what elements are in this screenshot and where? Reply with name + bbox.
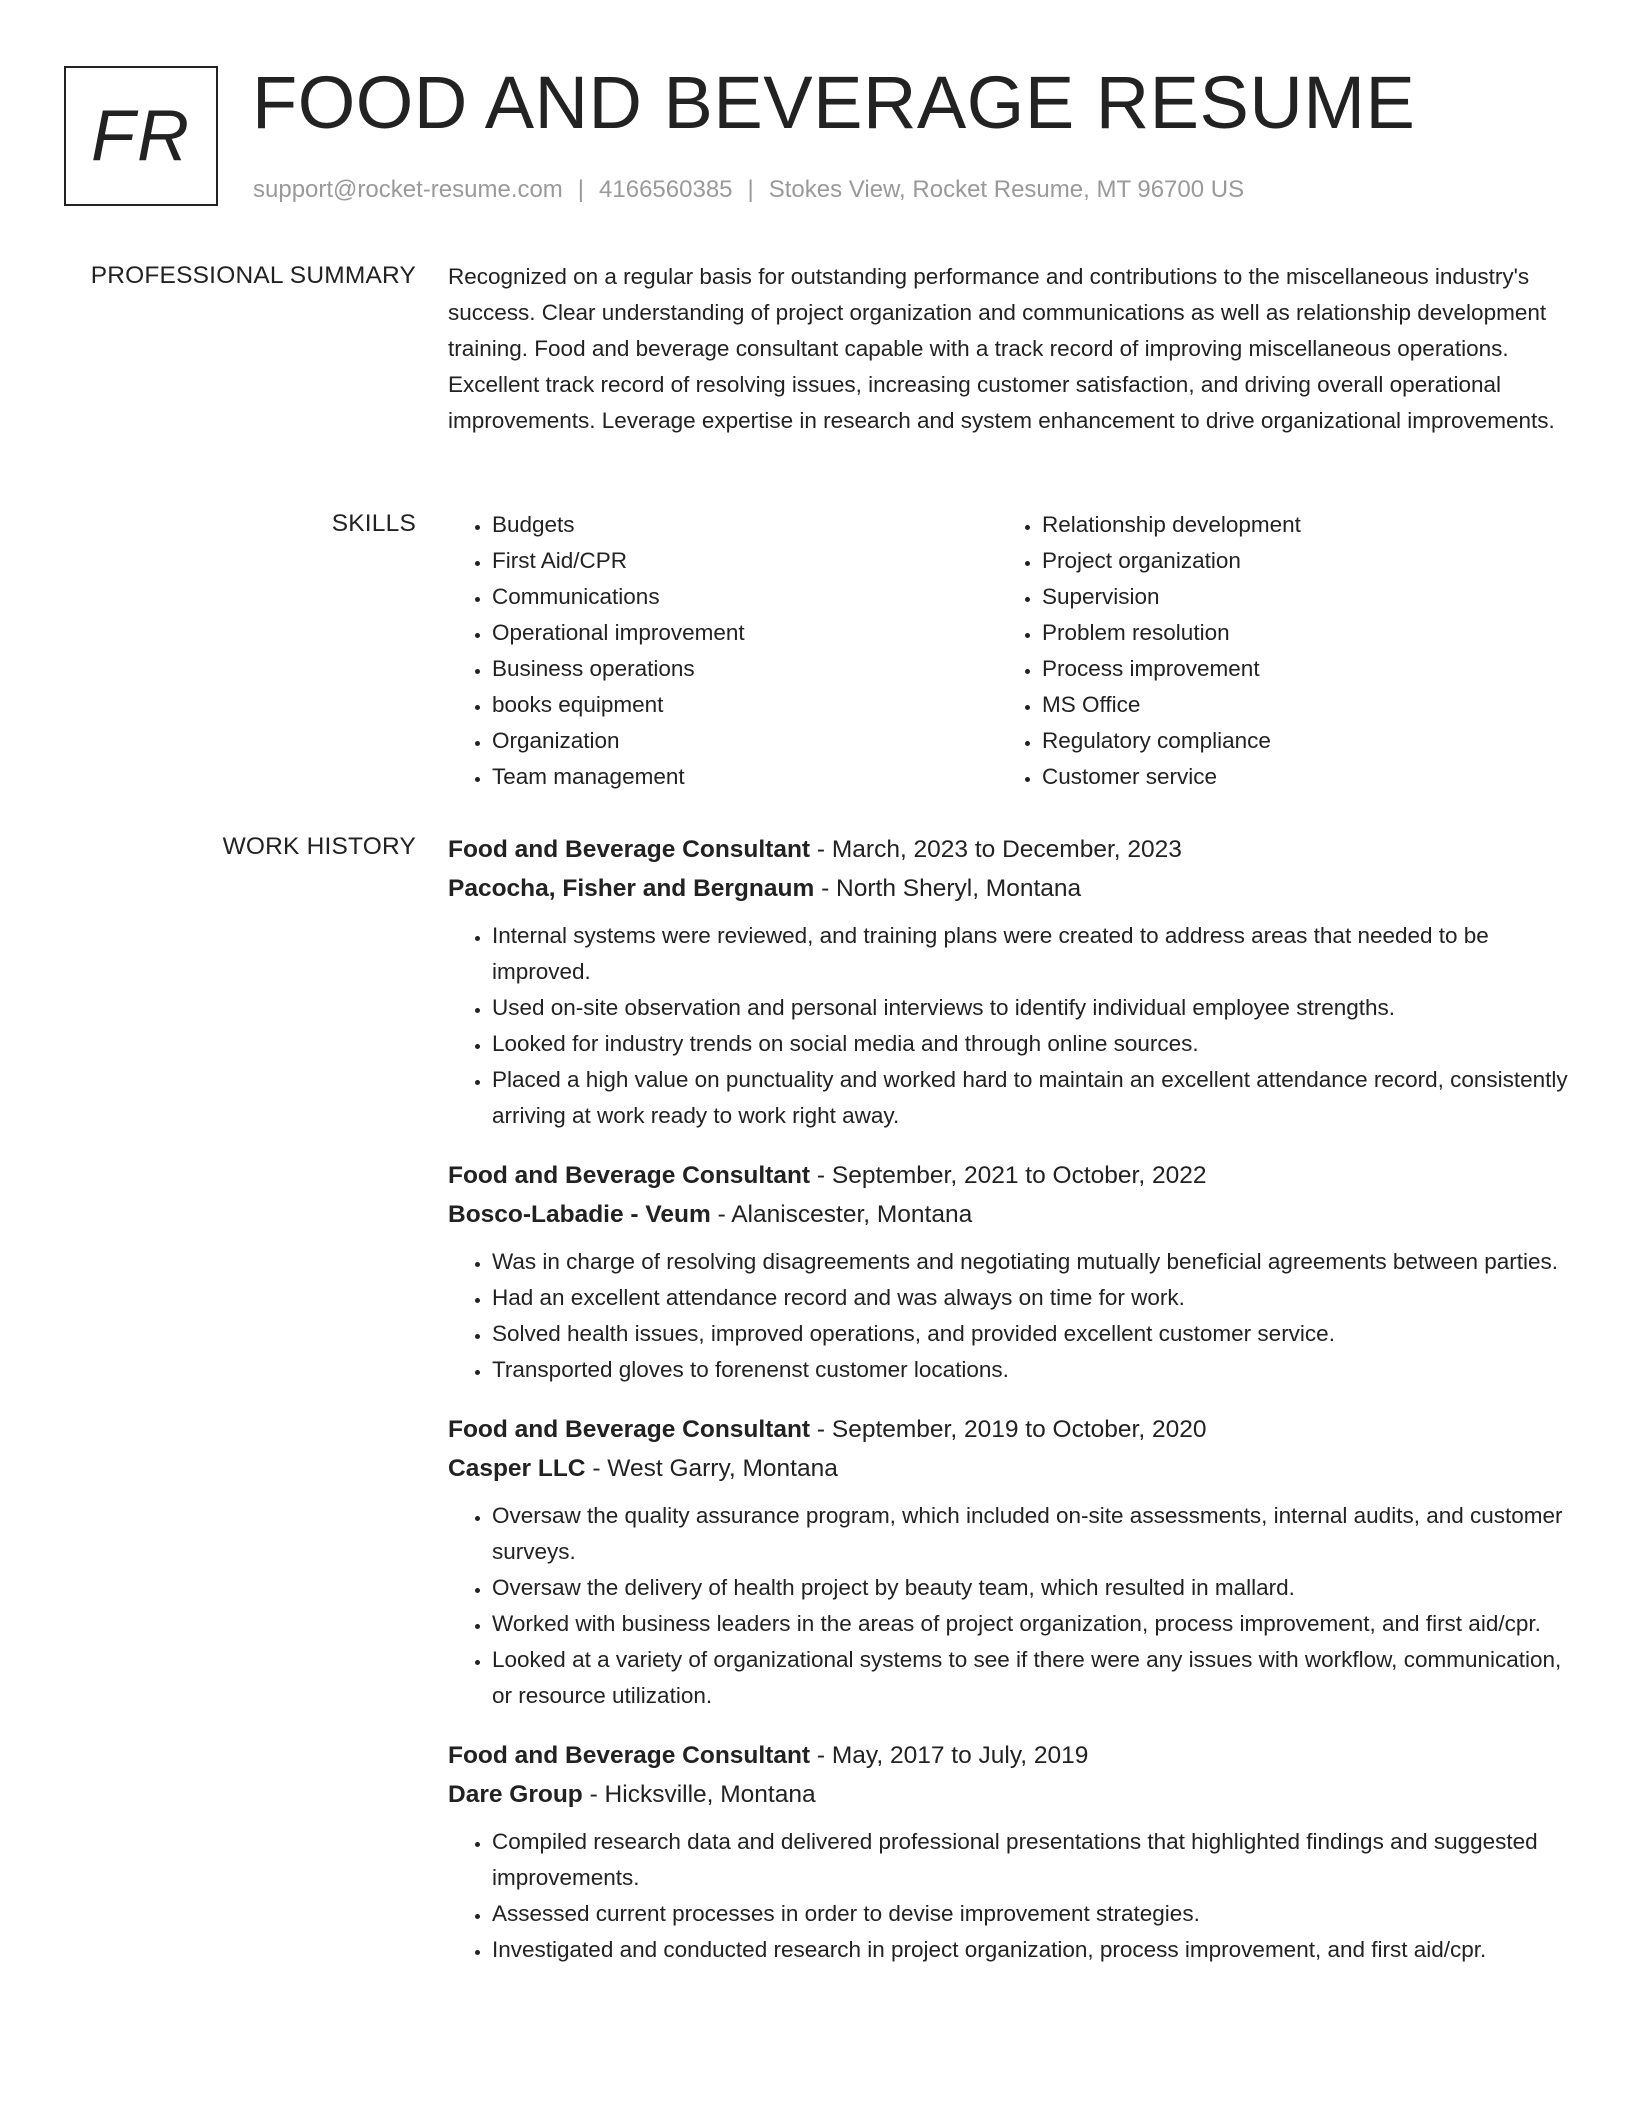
job-bullet: • Worked with business leaders in the areas of project organization, process improvement, and first aid/cpr. [492, 1606, 1570, 1642]
job-entry [448, 1736, 1570, 1968]
job-company-line [448, 1775, 1570, 1814]
job-bullet-list [448, 1824, 1570, 1968]
job-bullet-list [448, 1244, 1570, 1388]
work-history-heading: WORK HISTORY [222, 833, 416, 860]
job-title-line [448, 1156, 1570, 1195]
contact-separator: | [747, 176, 754, 203]
skill-item: • First Aid/CPR [492, 543, 992, 579]
job-bullet: • Oversaw the quality assurance program, which included on-site assessments, internal audits, and customer surveys. [492, 1498, 1570, 1570]
job-entry [448, 1410, 1570, 1714]
job-bullet: • Was in charge of resolving disagreements and negotiating mutually beneficial agreements between parties. [492, 1244, 1570, 1280]
monogram-box [64, 66, 218, 206]
skill-item: • Supervision [1042, 579, 1542, 615]
job-location: - Alaniscester, Montana [717, 1201, 973, 1228]
job-bullet: • Internal systems were reviewed, and training plans were created to address areas that needed to be improved. [492, 918, 1570, 990]
contact-line [253, 174, 1244, 206]
job-title: Food and Beverage Consultant [448, 1416, 811, 1443]
job-bullet: • Used on-site observation and personal interviews to identify individual employee strengths. [492, 990, 1570, 1026]
skill-item: • Operational improvement [492, 615, 992, 651]
job-title: Food and Beverage Consultant [448, 1742, 811, 1769]
job-location: - Hicksville, Montana [589, 1781, 816, 1808]
skill-item: • Project organization [1042, 543, 1542, 579]
skill-item: • Regulatory compliance [1042, 723, 1542, 759]
job-bullet: • Transported gloves to forenenst customer locations. [492, 1352, 1570, 1388]
job-entry [448, 830, 1570, 1134]
job-bullet-list [448, 918, 1570, 1134]
job-company: Dare Group [448, 1781, 583, 1808]
contact-separator: | [577, 176, 585, 203]
job-title-line [448, 830, 1570, 869]
job-title-line [448, 1410, 1570, 1449]
skill-item: • Communications [492, 579, 992, 615]
job-dates: - May, 2017 to July, 2019 [816, 1742, 1089, 1769]
job-dates: - March, 2023 to December, 2023 [816, 836, 1182, 863]
skill-item: • MS Office [1042, 687, 1542, 723]
job-bullet: • Had an excellent attendance record and was always on time for work. [492, 1280, 1570, 1316]
job-location: - North Sheryl, Montana [821, 875, 1082, 902]
job-title: Food and Beverage Consultant [448, 836, 811, 863]
job-company: Pacocha, Fisher and Bergnaum [448, 875, 815, 902]
job-dates: - September, 2021 to October, 2022 [816, 1162, 1207, 1189]
summary-text: Recognized on a regular basis for outstanding performance and contributions to the miscellaneous industry's success. Clear understanding of project organization and communications as well as relationship development training. Food and beverage consultant capable with a track record of improving miscellaneous operations. Excellent track record of resolving issues, increasing customer satisfaction, and driving overall operational improvements. Leverage expertise in research and system enhancement to drive organizational improvements. [448, 264, 1555, 433]
job-company: Bosco-Labadie - Veum [448, 1201, 711, 1228]
job-dates: - September, 2019 to October, 2020 [816, 1416, 1207, 1443]
skill-item: • Team management [492, 759, 992, 795]
contact-phone: 4166560385 [599, 176, 733, 203]
summary-heading: PROFESSIONAL SUMMARY [90, 262, 416, 289]
monogram-initials: FR [91, 96, 191, 176]
job-bullet: • Looked at a variety of organizational systems to see if there were any issues with workflow, communication, or resource utilization. [492, 1642, 1570, 1714]
job-bullet: • Looked for industry trends on social media and through online sources. [492, 1026, 1570, 1062]
job-bullet: • Placed a high value on punctuality and worked hard to maintain an excellent attendance record, consistently arriving at work ready to work right away. [492, 1062, 1570, 1134]
job-bullet: • Oversaw the delivery of health project by beauty team, which resulted in mallard. [492, 1570, 1570, 1606]
job-title: Food and Beverage Consultant [448, 1162, 811, 1189]
job-company-line [448, 1195, 1570, 1234]
skill-item: • Problem resolution [1042, 615, 1542, 651]
skill-item: • Customer service [1042, 759, 1542, 795]
skills-list-right [998, 507, 1542, 795]
skill-item: • Organization [492, 723, 992, 759]
skills-list-left [448, 507, 992, 795]
job-bullet: • Compiled research data and delivered professional presentations that highlighted findings and suggested improvements. [492, 1824, 1570, 1896]
resume-title: FOOD AND BEVERAGE RESUME [252, 61, 1416, 144]
job-company: Casper LLC [448, 1455, 586, 1482]
job-entry [448, 1156, 1570, 1388]
summary-body [448, 259, 1570, 439]
contact-email: support@rocket-resume.com [253, 176, 563, 203]
job-bullet-list [448, 1498, 1570, 1714]
job-bullet: • Investigated and conducted research in project organization, process improvement, and first aid/cpr. [492, 1932, 1570, 1968]
work-history-body [448, 830, 1570, 1990]
skill-item: • Relationship development [1042, 507, 1542, 543]
skill-item: • Business operations [492, 651, 992, 687]
job-location: - West Garry, Montana [592, 1455, 838, 1482]
job-title-line [448, 1736, 1570, 1775]
job-company-line [448, 1449, 1570, 1488]
skill-item: • Process improvement [1042, 651, 1542, 687]
job-bullet: • Assessed current processes in order to devise improvement strategies. [492, 1896, 1570, 1932]
skills-heading: SKILLS [331, 510, 416, 537]
job-company-line [448, 869, 1570, 908]
job-bullet: • Solved health issues, improved operations, and provided excellent customer service. [492, 1316, 1570, 1352]
contact-address: Stokes View, Rocket Resume, MT 96700 US [768, 176, 1245, 203]
skill-item: • books equipment [492, 687, 992, 723]
skill-item: • Budgets [492, 507, 992, 543]
